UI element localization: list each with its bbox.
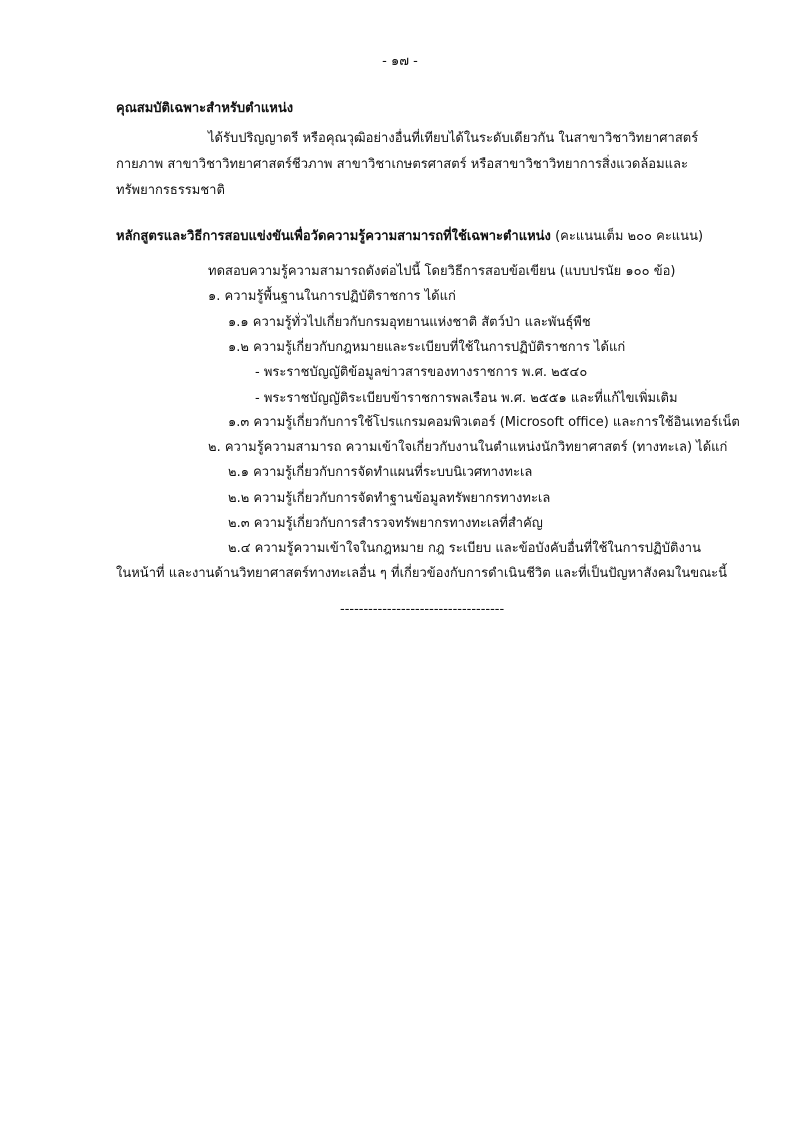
end-separator: -----------------------------------	[340, 602, 505, 617]
section-1-2-bullet-2: - พระราชบัญญัติระเบียบข้าราชการพลเรือน พ.ศ. ๒๕๕๑ และที่แก้ไขเพิ่มเติม	[255, 391, 678, 406]
section-2: ๒. ความรู้ความสามารถ ความเข้าใจเกี่ยวกับงานในตำแหน่งนักวิทยาศาสตร์ (ทางทะเล) ได้แก่	[208, 440, 728, 455]
section-1-3: ๑.๓ ความรู้เกี่ยวกับการใช้โปรแกรมคอมพิวเตอร์ (Microsoft office) และการใช้อินเทอร์เน็ต	[228, 415, 740, 430]
curriculum-heading-title: หลักสูตรและวิธีการสอบแข่งขันเพื่อวัดความรู้ความสามารถที่ใช้เฉพาะตำแหน่ง	[116, 229, 551, 244]
qualification-line-2: กายภาพ สาขาวิชาวิทยาศาสตร์ชีวภาพ สาขาวิชาเกษตรศาสตร์ หรือสาขาวิชาวิทยาการสิ่งแวดล้อมและ	[116, 157, 689, 172]
qualification-line-3: ทรัพยากรธรรมชาติ	[116, 183, 225, 198]
section-2-1: ๒.๑ ความรู้เกี่ยวกับการจัดทำแผนที่ระบบนิเวศทางทะเล	[228, 465, 533, 480]
section-1: ๑. ความรู้พื้นฐานในการปฏิบัติราชการ ได้แก่	[208, 289, 456, 304]
curriculum-heading-score: (คะแนนเต็ม ๒๐๐ คะแนน)	[555, 229, 704, 244]
qualification-heading: คุณสมบัติเฉพาะสำหรับตำแหน่ง	[116, 101, 294, 116]
section-1-2: ๑.๒ ความรู้เกี่ยวกับกฎหมายและระเบียบที่ใช้ในการปฏิบัติราชการ ได้แก่	[228, 340, 626, 355]
qualification-line-1: ได้รับปริญญาตรี หรือคุณวุฒิอย่างอื่นที่เทียบได้ในระดับเดียวกัน ในสาขาวิชาวิทยาศาสตร์	[208, 131, 699, 146]
section-1-1: ๑.๑ ความรู้ทั่วไปเกี่ยวกับกรมอุทยานแห่งชาติ สัตว์ป่า และพันธุ์พืช	[228, 315, 591, 330]
page-number: - ๑๗ -	[382, 54, 418, 69]
section-2-2: ๒.๒ ความรู้เกี่ยวกับการจัดทำฐานข้อมูลทรัพยากรทางทะเล	[228, 491, 551, 506]
section-1-2-bullet-1: - พระราชบัญญัติข้อมูลข่าวสารของทางราชการ พ.ศ. ๒๕๔๐	[255, 365, 588, 380]
section-2-3: ๒.๓ ความรู้เกี่ยวกับการสำรวจทรัพยากรทางทะเลที่สำคัญ	[228, 516, 543, 531]
qualification-paragraph	[116, 126, 726, 204]
section-2-4-line-1: ๒.๔ ความรู้ความเข้าใจในกฎหมาย กฎ ระเบียบ และข้อบังคับอื่นที่ใช้ในการปฏิบัติงาน	[228, 541, 701, 556]
section-2-4-line-2: ในหน้าที่ และงานด้านวิทยาศาสตร์ทางทะเลอื่น ๆ ที่เกี่ยวข้องกับการดำเนินชีวิต และที่เป็นปัญหาสังคมในขณะนี้	[116, 566, 728, 581]
exam-intro: ทดสอบความรู้ความสามารถดังต่อไปนี้ โดยวิธีการสอบข้อเขียน (แบบปรนัย ๑๐๐ ข้อ)	[208, 264, 676, 279]
curriculum-heading	[116, 227, 703, 247]
